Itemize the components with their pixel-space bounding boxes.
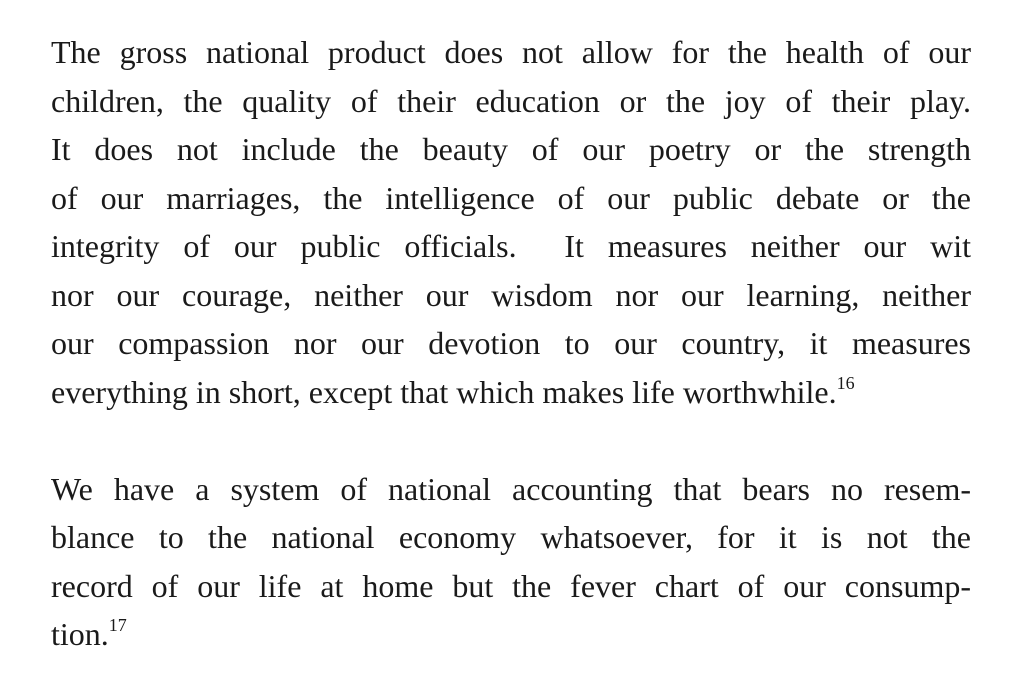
- text-line: The gross national product does not allow for the health of our: [51, 34, 971, 70]
- text-line: [51, 368, 971, 417]
- footnote-marker: 17: [108, 615, 127, 635]
- text-line-content: tion.: [51, 616, 109, 652]
- paragraph-spacer: [51, 416, 971, 465]
- text-line: of our marriages, the intelligence of our public debate or the: [51, 179, 971, 216]
- footnote-marker: 16: [836, 372, 855, 393]
- text-line: nor our courage, neither our wisdom nor our learning, neither: [51, 276, 971, 313]
- text-line: It does not include the beauty of our poetry or the strength: [51, 131, 971, 167]
- text-line: [51, 610, 971, 659]
- text-line: We have a system of national accounting that bears no resem-: [51, 470, 971, 507]
- text-line-content: integrity of our public officials. It measures neither our wit: [51, 228, 971, 264]
- text-line: our compassion nor our devotion to our country, it measures: [51, 325, 971, 361]
- paragraph-national-accounting: [51, 465, 971, 659]
- text-line: [51, 222, 971, 271]
- text-line: blance to the national economy whatsoever, for it is not the: [51, 519, 971, 555]
- document-page: [51, 28, 971, 659]
- text-line: record of our life at home but the fever chart of our consump-: [51, 567, 971, 604]
- text-line-content: everything in short, except that which makes life worthwhile.: [51, 373, 837, 410]
- paragraph-gnp-quote: [51, 28, 971, 416]
- text-line: children, the quality of their education or the joy of their play.: [51, 82, 971, 119]
